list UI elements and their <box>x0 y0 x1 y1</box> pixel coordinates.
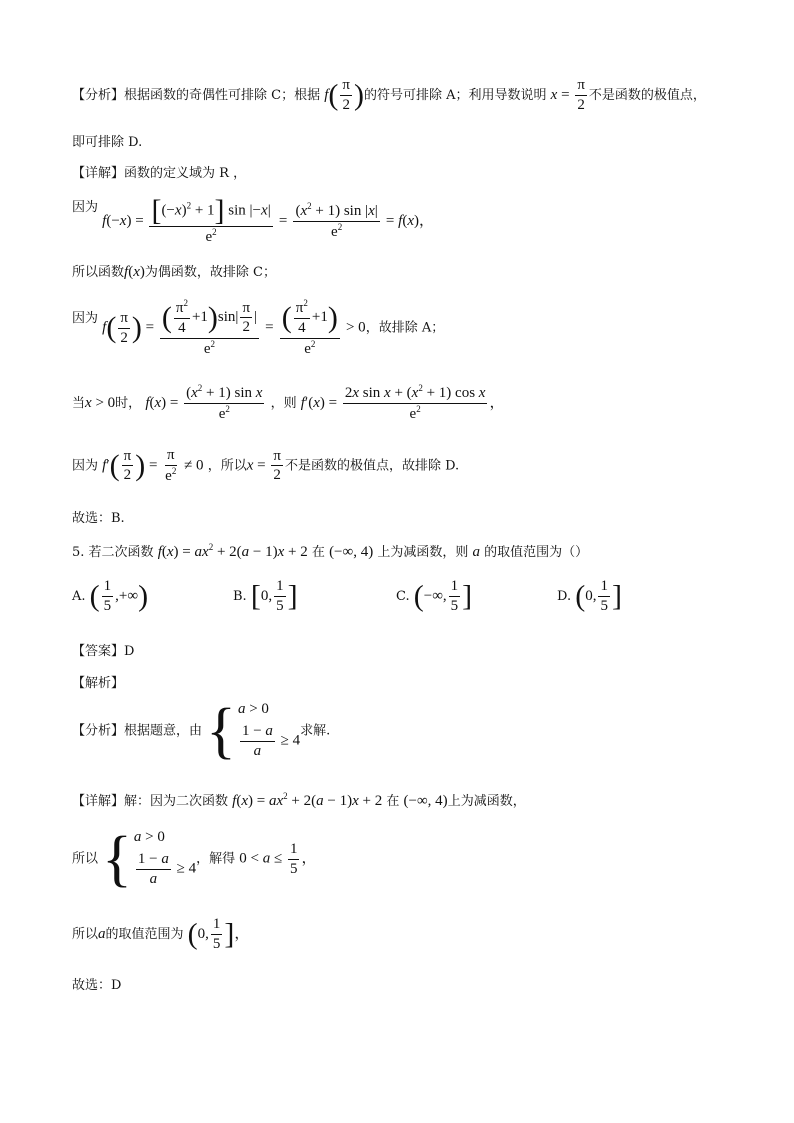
choose-b-text: 故选：B. <box>72 511 125 526</box>
detail1-line2: 因为 f(−x) = $\frac{[(-x)^2 + 1] \sin |-x|}{e^2}$ = $\frac{(x^2 + 1) \sin |x|}{e^2}$ = f(x)， <box>72 194 434 245</box>
so-x-text: ，所以 <box>207 458 247 474</box>
option-a[interactable]: A. ( $\frac{1}{5}$ ,+∞) <box>72 578 149 614</box>
detail2-line1: 【详解】解：因为二次函数 $f(x) = ax^2 + 2(a - 1)x + 2$ 在 (−∞, 4)上为减函数， <box>72 791 526 809</box>
detail2-text-3: 上为减函数， <box>447 794 526 809</box>
detail2-range-tail: 的取值范围为 <box>105 926 184 942</box>
analysis-text-3: 不是函数的极值点， <box>588 87 706 103</box>
question-number: 5. <box>72 545 85 560</box>
detail-text-1: 函数的定义域为 R ， <box>124 166 247 181</box>
formula-f-pi-2: ( $\frac{\pi^2}{4}$ +1)sin| $\frac{\pi}{2}$ | $e^2$ <box>161 298 258 357</box>
detail-tag: 【详解】 <box>72 166 125 181</box>
question-text-2: 在 <box>311 545 325 560</box>
because-text: 因为 <box>72 199 99 215</box>
detail2-line2: 所以 { a > 0 $\frac{1 - a}{a}$ ≥ 4 ，解得 0 < a ≤ $\frac{1}{5}$ ， <box>72 825 317 893</box>
jiexi-line <box>72 672 124 691</box>
option-c[interactable]: C. (−∞, $\frac{1}{5}$ ] <box>396 578 473 614</box>
answer-value: D <box>124 644 135 659</box>
question-text-3: 上为减函数，则 <box>377 545 469 560</box>
math-pi-over-2: $\frac{\pi}{2}$ <box>342 77 350 113</box>
choose-d <box>72 974 121 993</box>
detail1-line4: 因为 f( $\frac{\pi}{2}$ ) = ( $\frac{\pi^2}{4}$ +1)sin| $\frac{\pi}{2}$ | $e^2$ = ( $\frac{\pi^2}{4}$ +1) $e^2$ > 0，故排除 A； <box>72 298 445 357</box>
analysis-tag: 【分析】 <box>72 87 125 103</box>
analysis1-line2 <box>72 131 142 150</box>
detail2-text-2: 在 <box>386 794 400 809</box>
detail2-tag: 【详解】 <box>72 794 125 809</box>
analysis2-text-2: 求解. <box>300 723 331 739</box>
detail1-line1 <box>72 162 246 181</box>
answer-tag: 【答案】 <box>72 644 125 659</box>
choose-b <box>72 507 125 526</box>
detail2-so: 所以 <box>72 851 99 867</box>
not-extreme-text: 不是函数的极值点，故排除 D. <box>284 458 460 474</box>
formula-f-minus-x: $\frac{[(-x)^2 + 1] \sin |-x|}{e^2}$ <box>151 194 271 245</box>
question-text-1: 若二次函数 <box>88 545 154 560</box>
question5-line: 5. 若二次函数 $f(x) = ax^2 + 2(a - 1)x + 2$ 在 (−∞, 4) 上为减函数，则 a 的取值范围为（） <box>72 542 589 560</box>
choose-d-text: 故选：D <box>72 978 122 993</box>
so-even-text: 所以函数 <box>72 265 125 280</box>
exclude-a-text: ，故排除 A； <box>365 320 445 336</box>
when-tail: 时， <box>115 395 142 411</box>
jiexi-tag: 【解析】 <box>72 676 125 691</box>
because3-text: 因为 <box>72 458 99 474</box>
inequality-system: { a > 0 $\frac{1 - a}{a}$ ≥ 4 <box>206 697 301 765</box>
analysis-text-2: 的符号可排除 A；利用导数说明 <box>364 87 547 103</box>
question-text-4: 的取值范围为（） <box>484 545 589 560</box>
analysis2-tag: 【分析】 <box>72 723 125 739</box>
option-b[interactable]: B. [0, $\frac{1}{5}$ ] <box>233 578 298 614</box>
then-text: ，则 <box>270 395 297 411</box>
detail1-line3: 所以函数f(x)为偶函数，故排除 C； <box>72 264 276 280</box>
detail2-solve: ，解得 <box>196 851 236 867</box>
analysis2-text-1: 根据题意，由 <box>124 723 203 739</box>
detail1-line5: 当x > 0时， f(x) = $\frac{(x^2 + 1) \sin x}{e^2}$ ，则 f′(x) = $\frac{2x \sin x + (x^2 + 1) \cos x}{e^2}$ ， <box>72 383 505 422</box>
math-f: f <box>324 86 329 103</box>
analysis1-line: 【分析】根据函数的奇偶性可排除 C；根据 f( $\frac{\pi}{2}$ )的符号可排除 A；利用导数说明 x = $\frac{\pi}{2}$ 不是函数的极值点， <box>72 77 706 113</box>
answer-line <box>72 640 134 659</box>
formula-f-x: $\frac{(x^2 + 1) \sin |x|}{e^2}$ <box>295 201 378 240</box>
because2-text: 因为 <box>72 310 99 326</box>
so-even-tail: 为偶函数，故排除 C； <box>144 265 276 280</box>
detail1-line6: 因为 f′( $\frac{\pi}{2}$ ) = $\frac{\pi}{e^2}$ ≠ 0 ，所以x = $\frac{\pi}{2}$ 不是函数的极值点，故排除 D. <box>72 447 460 484</box>
question-formula: $f(x) = ax^2 + 2(a - 1)x + 2$ <box>157 542 308 560</box>
detail2-so-range: 所以 <box>72 926 99 942</box>
analysis2-line <box>72 697 331 765</box>
analysis-text-4: 即可排除 D. <box>72 135 143 150</box>
detail2-text-1: 解：因为二次函数 <box>124 794 229 809</box>
analysis-text-1: 根据函数的奇偶性可排除 C；根据 <box>124 87 321 103</box>
when-text: 当 <box>72 395 86 411</box>
detail2-line3: 所以a的取值范围为 (0, $\frac{1}{5}$ ]， <box>72 916 250 952</box>
option-d[interactable]: D. (0, $\frac{1}{5}$ ] <box>557 578 622 614</box>
